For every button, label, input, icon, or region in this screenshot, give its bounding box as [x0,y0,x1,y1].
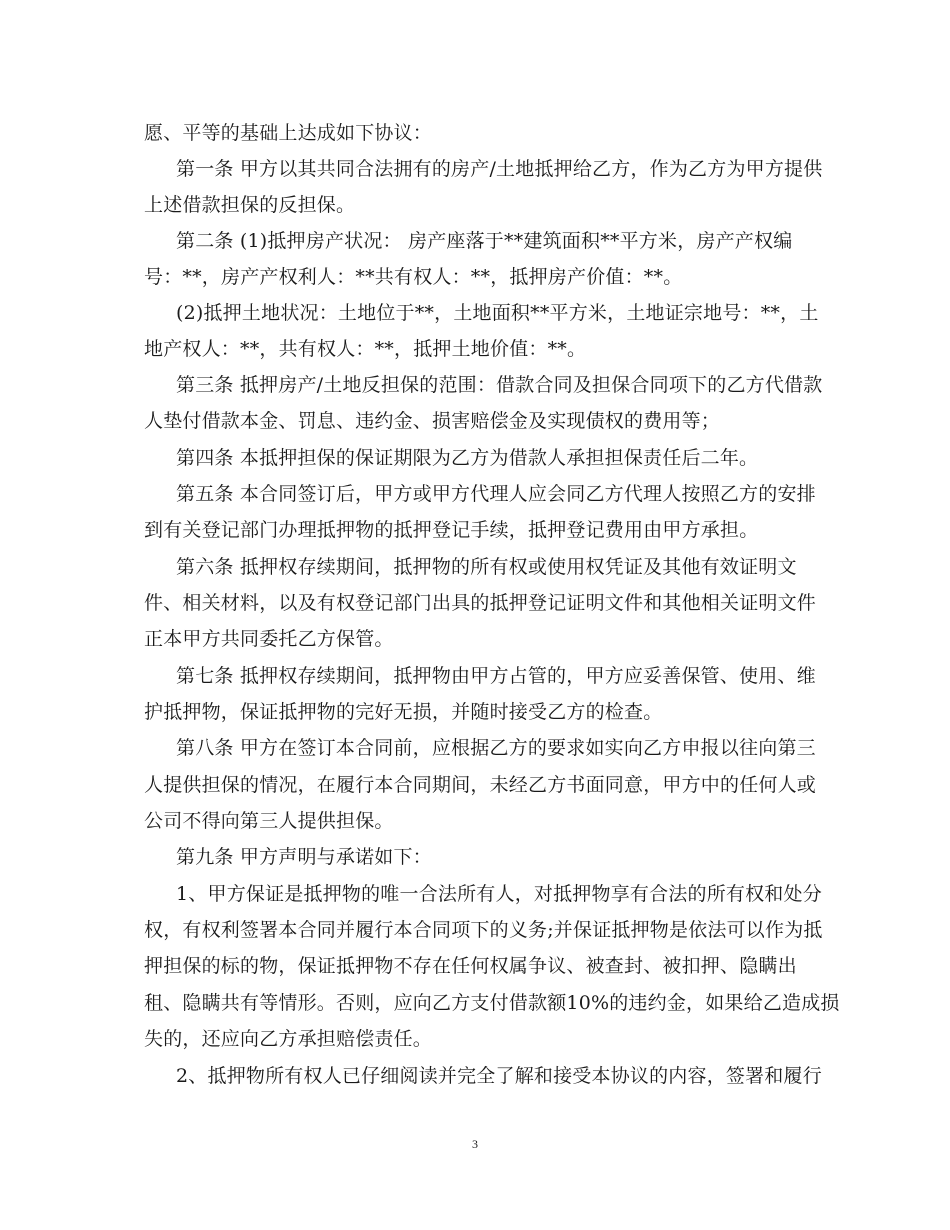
text-line: 地产权人：**，共有权人：**，抵押土地价值：**。 [144,338,587,360]
text-line: 第四条 本抵押担保的保证期限为乙方为借款人承担担保责任后二年。 [176,447,759,469]
text-line: 第六条 抵押权存续期间，抵押物的所有权或使用权凭证及其他有效证明文 [176,556,797,578]
text-line: 到有关登记部门办理抵押物的抵押登记手续，抵押登记费用由甲方承担。 [144,519,759,541]
text-line: 愿、平等的基础上达成如下协议： [144,122,433,144]
text-line: 第五条 本合同签订后，甲方或甲方代理人应会同乙方代理人按照乙方的安排 [176,483,816,505]
text-line: (2)抵押土地状况：土地位于**，土地面积**平方米，土地证宗地号：**，土 [176,302,819,324]
text-line: 第二条 (1)抵押房产状况： 房产座落于**建筑面积**平方米，房产产权编 [176,230,793,252]
text-line: 护抵押物，保证抵押物的完好无损，并随时接受乙方的检查。 [144,701,663,723]
text-line: 公司不得向第三人提供担保。 [144,810,394,832]
text-line: 权，有权利签署本合同并履行本合同项下的义务;并保证抵押物是依法可以作为抵 [144,919,823,941]
text-line: 第九条 甲方声明与承诺如下： [176,846,432,868]
text-line: 押担保的标的物，保证抵押物不存在任何权属争议、被查封、被扣押、隐瞒出 [144,955,797,977]
text-line: 1、甲方保证是抵押物的唯一合法所有人，对抵押物享有合法的所有权和处分 [176,883,822,905]
text-line: 人垫付借款本金、罚息、违约金、损害赔偿金及实现债权的费用等； [144,410,721,432]
page-number: 3 [472,1137,478,1151]
text-line: 租、隐瞒共有等情形。否则，应向乙方支付借款额10%的违约金，如果给乙造成损 [144,992,840,1014]
text-line: 人提供担保的情况，在履行本合同期间，未经乙方书面同意，甲方中的任何人或 [144,774,817,796]
text-line: 第三条 抵押房产/土地反担保的范围：借款合同及担保合同项下的乙方代借款 [176,374,823,396]
text-line: 号：**，房产产权利人：**共有权人：**，抵押房产价值：**。 [144,266,683,288]
text-line: 第七条 抵押权存续期间，抵押物由甲方占管的，甲方应妥善保管、使用、维 [176,665,816,687]
text-line: 第一条 甲方以其共同合法拥有的房产/土地抵押给乙方，作为乙方为甲方提供 [176,158,823,180]
text-line: 件、相关材料，以及有权登记部门出具的抵押登记证明文件和其他相关证明文件 [144,592,817,614]
text-line: 2、抵押物所有权人已仔细阅读并完全了解和接受本协议的内容，签署和履行 [176,1065,822,1087]
text-line: 失的，还应向乙方承担赔偿责任。 [144,1028,433,1050]
text-line: 上述借款担保的反担保。 [144,194,356,216]
text-line: 正本甲方共同委托乙方保管。 [144,628,394,650]
text-line: 第八条 甲方在签订本合同前，应根据乙方的要求如实向乙方申报以往向第三 [176,737,816,759]
